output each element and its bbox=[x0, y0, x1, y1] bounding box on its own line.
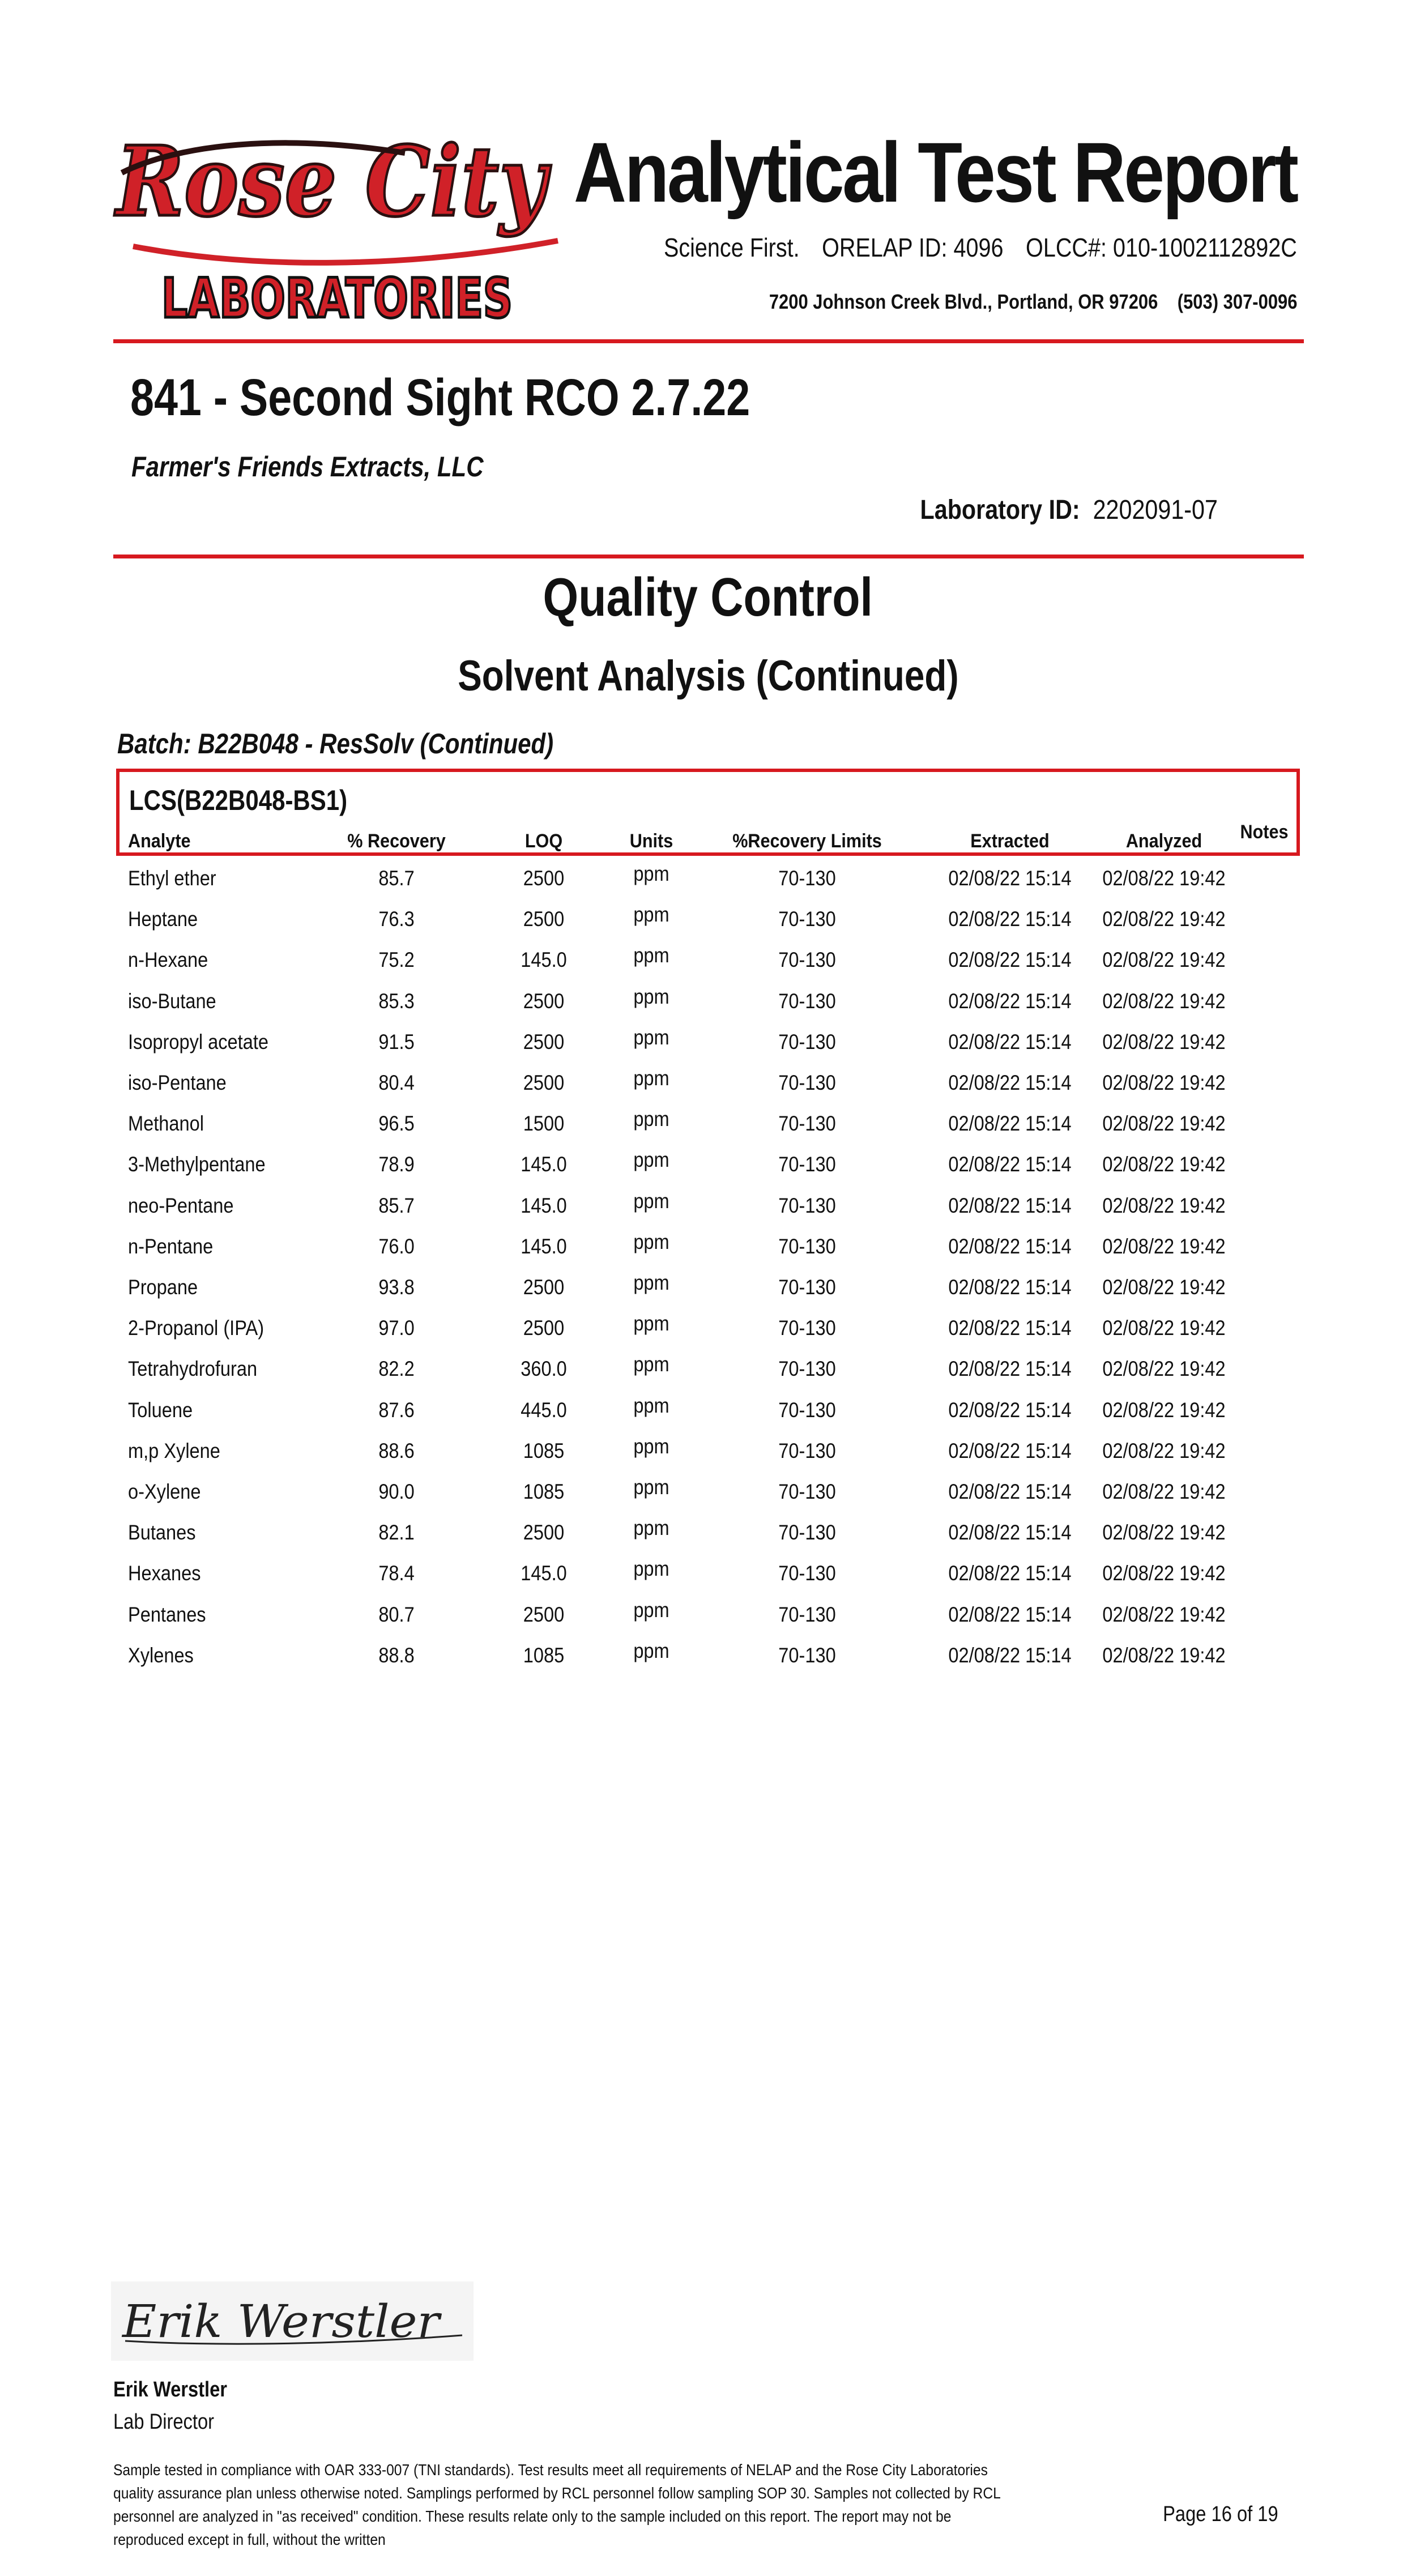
laboratory-id bbox=[920, 494, 1218, 526]
signature bbox=[111, 2281, 474, 2361]
logo-script-text: Rose City bbox=[114, 125, 552, 238]
signer-title: Lab Director bbox=[113, 2410, 215, 2434]
disclaimer-text: Sample tested in compliance with OAR 333-007 (TNI standards). Test results meet all requirements of NELAP and the Rose City Laboratories quality assurance plan unless otherwise noted. Samplings performed by RCL personnel follow sampling SOP 30. Samples not collected by RCL personnel are analyzed in "as received" condition. These results relate only to the sample included on this report. The report may not be reproduced except in full, without the written bbox=[113, 2461, 1000, 2548]
orelap-id: ORELAP ID: 4096 bbox=[822, 233, 1004, 262]
cell-analyte: iso-Pentane bbox=[128, 1071, 227, 1094]
accreditation-line bbox=[664, 232, 1297, 263]
svg-text:Erik Werstler: Erik Werstler bbox=[121, 2295, 442, 2348]
cell-analyte: Propane bbox=[128, 1276, 198, 1299]
cell-analyte: n-Hexane bbox=[128, 948, 208, 972]
cell-analyte: Toluene bbox=[128, 1398, 193, 1422]
rose-city-laboratories-logo bbox=[110, 99, 564, 337]
olcc-number: OLCC#: 010-1002112892C bbox=[1026, 233, 1297, 262]
cell-analyte: Heptane bbox=[128, 907, 198, 931]
cell-analyte: 3-Methylpentane bbox=[128, 1153, 266, 1176]
cell-analyte: Isopropyl acetate bbox=[128, 1030, 268, 1054]
cell-analyte: Pentanes bbox=[128, 1602, 206, 1626]
cell-analyte: o-Xylene bbox=[128, 1480, 201, 1503]
laboratory-id-value: 2202091-07 bbox=[1093, 495, 1218, 525]
col-header-analyte: Analyte bbox=[128, 830, 191, 852]
cell-analyte: Butanes bbox=[128, 1521, 196, 1545]
cell-analyte: Hexanes bbox=[128, 1562, 201, 1585]
cell-analyte: 2-Propanol (IPA) bbox=[128, 1316, 265, 1340]
tagline: Science First. bbox=[664, 233, 800, 262]
phone: (503) 307-0096 bbox=[1177, 290, 1297, 313]
address-line bbox=[769, 290, 1297, 314]
section-subtitle: Solvent Analysis (Continued) bbox=[457, 652, 959, 700]
laboratory-id-label: Laboratory ID: bbox=[920, 495, 1080, 525]
project-title: 841 - Second Sight RCO 2.7.22 bbox=[130, 369, 750, 427]
cell-analyte: neo-Pentane bbox=[128, 1193, 234, 1217]
cell-analyte: n-Pentane bbox=[128, 1234, 214, 1258]
cell-analyte: Methanol bbox=[128, 1112, 204, 1136]
page-number: Page 16 of 19 bbox=[1163, 2502, 1278, 2526]
cell-analyte: Tetrahydrofuran bbox=[128, 1357, 258, 1381]
cell-analyte: Ethyl ether bbox=[128, 867, 216, 890]
header-divider bbox=[113, 339, 1304, 343]
batch-label: Batch: B22B048 - ResSolv (Continued) bbox=[117, 728, 554, 760]
signer-name: Erik Werstler bbox=[113, 2378, 228, 2402]
cell-analyte: iso-Butane bbox=[128, 989, 216, 1013]
report-title: Analytical Test Report bbox=[574, 125, 1297, 220]
cell-analyte: m,p Xylene bbox=[128, 1439, 220, 1462]
logo-laboratories-text: LABORATORIES bbox=[161, 267, 513, 330]
client-name: Farmer's Friends Extracts, LLC bbox=[131, 451, 484, 483]
project-divider bbox=[113, 555, 1304, 558]
cell-analyte: Xylenes bbox=[128, 1643, 194, 1667]
lcs-group-label: LCS(B22B048-BS1) bbox=[129, 784, 348, 816]
section-title: Quality Control bbox=[543, 567, 873, 628]
address: 7200 Johnson Creek Blvd., Portland, OR 97206 bbox=[769, 290, 1158, 313]
